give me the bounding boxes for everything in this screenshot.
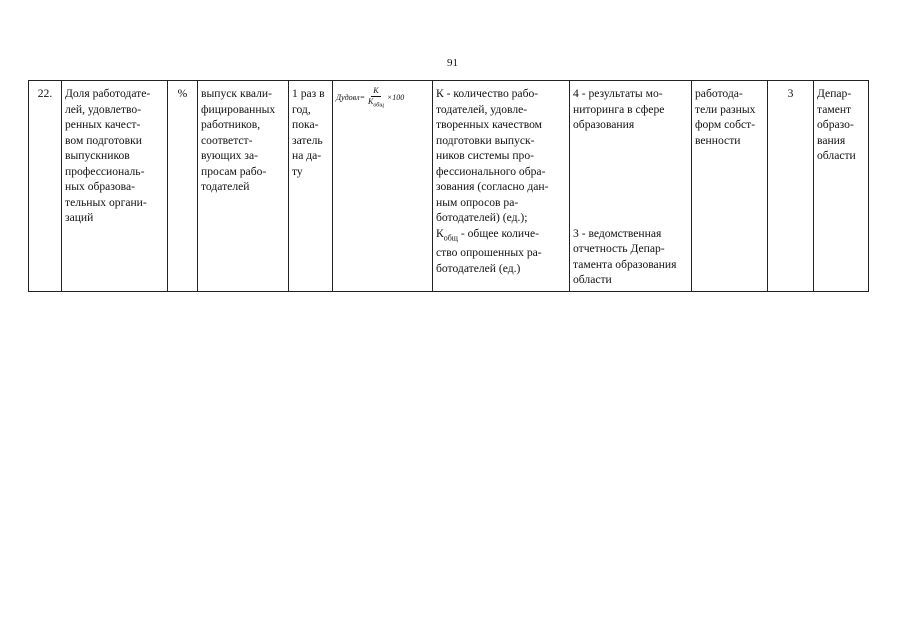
responsible-line: вания	[817, 133, 846, 147]
page-number: 91	[447, 57, 458, 69]
periodicity-cell	[289, 81, 333, 292]
formula-cell	[333, 81, 433, 292]
purpose-line: фицированных	[201, 102, 276, 116]
periodicity-line: на да-	[292, 149, 322, 162]
definition-line: ным опросов ра-	[436, 195, 519, 209]
respondents-line: тели разных	[695, 102, 756, 116]
periodicity-line: пока-	[292, 118, 319, 131]
row-number-cell	[29, 81, 62, 292]
indicator-line: ренных качест-	[65, 118, 141, 131]
definition-line: ников системы про-	[436, 149, 535, 162]
indicator-line: заций	[65, 211, 94, 224]
source-line: области	[573, 273, 612, 286]
periodicity-line: год,	[292, 102, 311, 116]
formula	[336, 86, 429, 111]
formula-numerator: K	[373, 86, 379, 95]
definition-line: ботодателей (ед.)	[436, 261, 521, 275]
respondents-line: работода-	[695, 87, 743, 100]
indicator-name-cell	[62, 81, 168, 292]
definition-k-letter: К	[436, 226, 444, 240]
source-line: 4 - результаты мо-	[573, 87, 663, 100]
formula-equals: =	[359, 93, 366, 103]
row-number: 22.	[37, 87, 53, 100]
periodicity-line: ту	[292, 164, 303, 178]
purpose-line: вующих за-	[201, 149, 258, 162]
source-line: образования	[573, 118, 635, 131]
indicator-line: ных образова-	[65, 180, 135, 193]
definition-k-total-line	[436, 226, 566, 246]
definition-k-rest: - общее количе-	[457, 226, 539, 240]
formula-denominator	[366, 97, 386, 111]
purpose-line: работников,	[201, 118, 261, 131]
indicator-line: выпускников	[65, 149, 130, 162]
indicator-line: тельных органи-	[65, 195, 147, 209]
responsible-line: области	[817, 149, 856, 162]
respondents-line: форм собст-	[695, 118, 756, 131]
indicator-line: Доля работодате-	[65, 87, 151, 100]
source-line: ниторинга в сфере	[573, 102, 665, 116]
purpose-line: тодателей	[201, 180, 250, 193]
definition-line: ботодателей) (ед.);	[436, 211, 528, 224]
table-row	[29, 81, 869, 292]
source-line: тамента образования	[573, 257, 677, 271]
definition-k-sub: общ	[443, 232, 458, 242]
definition-line: фессионального обра-	[436, 164, 546, 178]
indicator-line: лей, удовлетво-	[65, 102, 142, 116]
unit-cell	[168, 81, 198, 292]
definition-line: ство опрошенных ра-	[436, 246, 542, 260]
periodicity-line: затель	[292, 133, 323, 147]
purpose-line: выпуск квали-	[201, 87, 272, 100]
indicator-line: профессиональ-	[65, 164, 145, 178]
source-spacer	[573, 133, 688, 226]
definition-line: К - количество рабо-	[436, 87, 539, 100]
purpose-cell	[198, 81, 289, 292]
indicator-table	[28, 80, 869, 292]
sources-cell	[570, 81, 692, 292]
definitions-cell	[433, 81, 570, 292]
definition-line: творенных качеством	[436, 118, 543, 131]
responsible-cell	[814, 81, 869, 292]
indicator-line: вом подготовки	[65, 133, 142, 147]
responsible-line: образо-	[817, 118, 854, 131]
source-line: 3 - ведомственная	[573, 226, 662, 240]
formula-denominator-letter: K	[368, 97, 374, 106]
score: 3	[787, 87, 794, 100]
respondents-line: венности	[695, 133, 741, 147]
purpose-line: соответст-	[201, 133, 253, 147]
responsible-line: Депар-	[817, 87, 852, 100]
respondents-cell	[692, 81, 768, 292]
periodicity-line: 1 раз в	[292, 87, 325, 100]
formula-denominator-sub: общ	[373, 102, 384, 109]
formula-multiplier: ×100	[386, 93, 405, 103]
responsible-line: тамент	[817, 102, 852, 116]
formula-fraction	[366, 86, 386, 111]
definition-line: зования (согласно дан-	[436, 180, 549, 193]
formula-lhs: Дудовл	[336, 93, 360, 103]
definition-line: подготовки выпуск-	[436, 133, 535, 147]
purpose-line: просам рабо-	[201, 164, 267, 178]
score-cell	[768, 81, 814, 292]
source-line: отчетность Депар-	[573, 242, 665, 255]
definition-line: тодателей, удовле-	[436, 102, 528, 116]
unit: %	[177, 87, 188, 100]
